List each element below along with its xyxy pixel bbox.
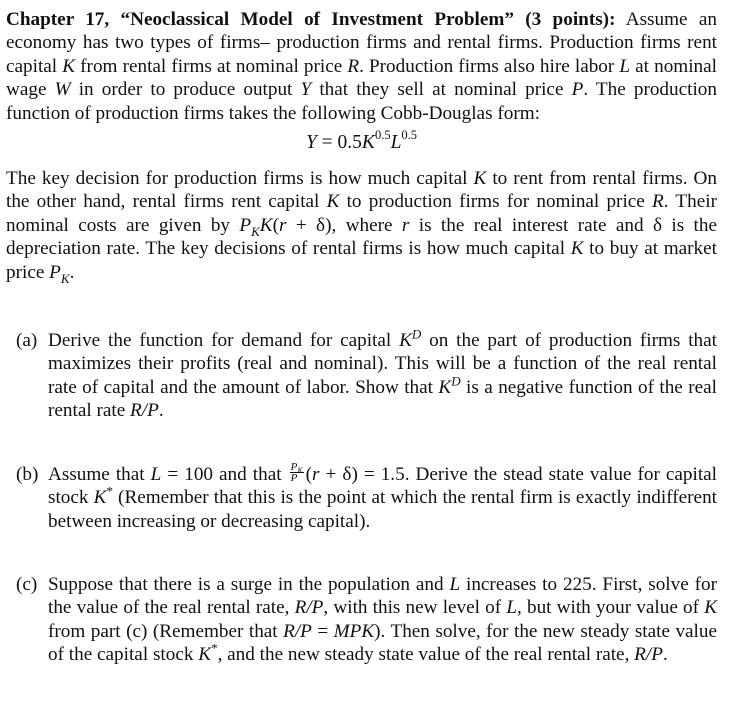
math-var: L (619, 55, 631, 77)
body-text: . (69, 261, 75, 283)
part-text: , but with your value of (517, 597, 705, 619)
body-text: + δ), where (286, 214, 402, 236)
problem-heading: Chapter 17, “Neoclassical Model of Investment Problem” (3 points): (6, 9, 616, 30)
body-text: to buy at market price (6, 238, 717, 283)
part-text: increases to 225. First, solve for the value of the real rental rate, (48, 573, 717, 619)
math-var: Y (300, 79, 312, 101)
math-var: R/P (294, 597, 324, 619)
math-var: P (290, 460, 298, 473)
math-var: R/P (130, 400, 159, 422)
body-text: to rent from rental firms. On the other hand, rental firms rent capital (6, 168, 718, 213)
production-function-equation (6, 127, 717, 156)
body-paragraph (6, 167, 717, 284)
math-var: L (449, 573, 461, 595)
math-var: K (198, 644, 212, 666)
part-label: (b) (16, 463, 39, 485)
math-sup: * (106, 483, 113, 499)
part-label: (c) (16, 573, 38, 595)
body-text: The key decision for production firms is how much capital (6, 168, 474, 190)
intro-text: in order to produce output (70, 79, 301, 101)
math-var: K (438, 376, 452, 398)
math-var: Y (305, 132, 317, 154)
math-sub: K (251, 223, 260, 239)
math-var: MPK (333, 620, 375, 642)
math-var: K (93, 487, 107, 509)
part-a-text (48, 326, 717, 423)
part-text: (Remember that this is the point at which the rental firm is exactly indifferent between increasing or decreasing capital). (48, 487, 717, 532)
math-var: K (473, 168, 487, 190)
body-text: ( (272, 214, 279, 236)
math-var: R (347, 55, 360, 77)
part-text: Assume that (48, 463, 151, 485)
math-var: K (704, 597, 717, 619)
fraction-pk-over-p (290, 462, 304, 483)
body-text: is the real interest rate and δ is the depreciation rate. The key decisions of rental firms is how much capital (6, 214, 717, 260)
math-sup: D (451, 373, 461, 389)
part-text: . (158, 400, 164, 422)
math-var: R/P (283, 620, 312, 642)
part-text: from part (c) (Remember that (48, 620, 284, 642)
intro-text: Assume an economy has two types of firms– production firms and rental firms. Production firms rent capital (6, 9, 717, 77)
math-var: R/P (634, 644, 663, 666)
math-var: r (279, 214, 287, 236)
math-sup: D (411, 326, 422, 342)
part-text: Suppose that there is a surge in the population and (48, 573, 450, 595)
question-part-c (16, 573, 717, 667)
part-text: Derive the function for demand for capital (48, 330, 400, 352)
part-c-text (48, 573, 717, 667)
math-var: K (62, 55, 76, 77)
equation-text: = 0.5 (316, 132, 362, 154)
exponent: 0.5 (401, 127, 418, 142)
part-text: ( (305, 463, 313, 485)
part-text: on the part of production firms that maximizes their profits (real and nominal). This will be a function of the real rental rate of capital and the amount of labor. Show that (48, 330, 717, 398)
part-text: + δ) = 1.5. Derive the stead state value for capital stock (48, 463, 717, 509)
math-var: r (312, 463, 320, 485)
math-var: L (390, 132, 402, 154)
math-sup: * (211, 640, 218, 656)
intro-text: . Production firms also hire labor (359, 55, 620, 77)
part-text: is a negative function of the real rental rate (48, 376, 717, 422)
body-text: . Their nominal costs are given by (6, 191, 717, 236)
math-var: P (290, 471, 298, 484)
exponent: 0.5 (374, 127, 391, 142)
intro-text: at nominal wage (6, 55, 718, 101)
math-sub: K (60, 270, 70, 286)
part-b-text (48, 460, 717, 533)
math-var: K (259, 214, 273, 236)
body-text: to production firms for nominal price (339, 191, 653, 213)
math-var: P (571, 79, 584, 101)
part-label: (a) (16, 330, 38, 352)
math-sub: K (297, 465, 303, 475)
part-text: ). Then solve, for the new steady state value of the capital stock (48, 620, 717, 666)
math-var: P (239, 214, 252, 236)
intro-text: from rental firms at nominal price (75, 55, 348, 77)
math-var: K (326, 191, 340, 213)
part-text: . (662, 644, 668, 666)
math-var: L (506, 597, 517, 619)
math-var: P (49, 261, 61, 283)
math-var: K (399, 330, 412, 352)
math-var: L (150, 463, 162, 485)
question-part-a (16, 326, 717, 423)
part-text: , with this new level of (323, 597, 507, 619)
part-text: = (311, 620, 334, 642)
math-var: r (401, 214, 410, 236)
math-var: K (361, 132, 375, 154)
math-var: K (570, 238, 584, 260)
math-var: R (652, 191, 664, 213)
math-var: W (54, 79, 71, 101)
question-part-b (16, 460, 717, 533)
intro-paragraph (6, 8, 717, 125)
intro-text: . The production function of production firms takes the following Cobb-Douglas form: (6, 79, 717, 124)
part-text: , and the new steady state value of the real rental rate, (217, 644, 635, 666)
intro-text: that they sell at nominal price (311, 79, 572, 101)
part-text: = 100 and that (161, 463, 288, 485)
